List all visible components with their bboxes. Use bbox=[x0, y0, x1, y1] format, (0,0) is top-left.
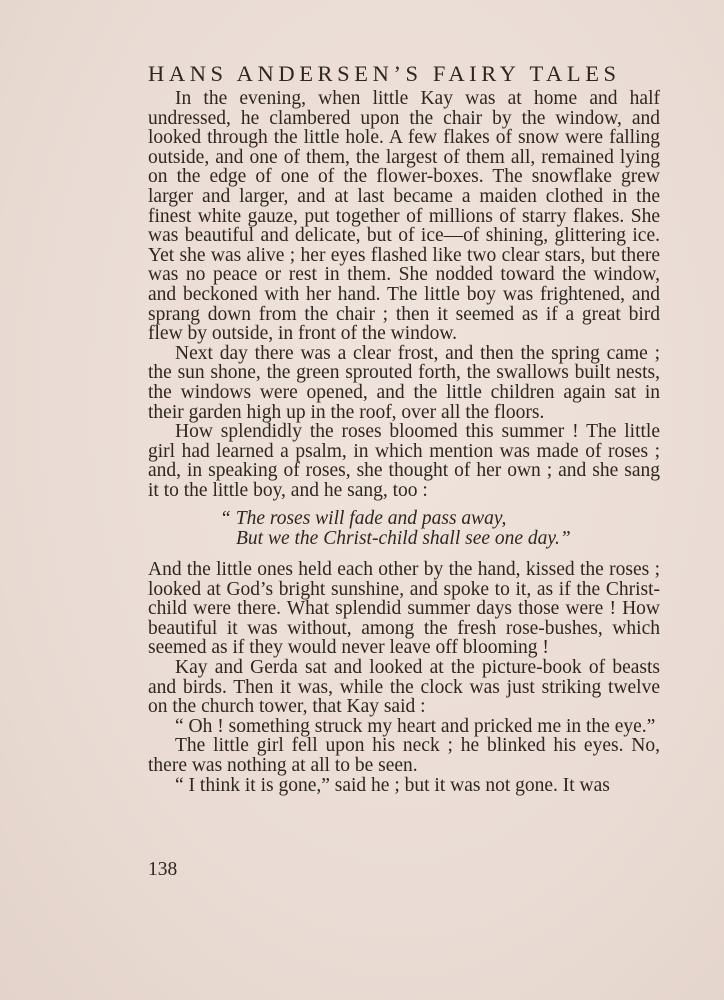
verse-line-1: “ The roses will fade and pass away, bbox=[220, 508, 507, 530]
paragraph-evening: In the evening, when little Kay was at home and half undressed, he clambered upon the chair by the window, and looked through the little hole. A few flakes of snow were falling outside, and one of them, the largest of them all, remained lying on the edge of one of the flower-boxes. The snowflake grew larger and larger, and at last became a maiden clothed in the finest white gauze, put together of millions of starry flakes. She was beautiful and delicate, but of ice—of shining, glittering ice. Yet she was alive ; her eyes flashed like two clear stars, but there was no peace or rest in them. She nodded toward the window, and beckoned with her hand. The little boy was frightened, and sprang down from the chair ; then it seemed as if a great bird flew by outside, in front of the window. bbox=[148, 88, 660, 345]
page-number: 138 bbox=[148, 859, 178, 880]
paragraph-roses-bloomed: How splendidly the roses bloomed this summer ! The little girl had learned a psalm, in which mention was made of roses ; and, in speaking of roses, she thought of her own ; and she sang it to the little boy, and he sang, too : bbox=[148, 421, 660, 501]
paragraph-girl-fell: The little girl fell upon his neck ; he blinked his eyes. No, there was nothing at all to be seen. bbox=[148, 735, 660, 776]
paragraph-gone: “ I think it is gone,” said he ; but it was not gone. It was bbox=[175, 774, 610, 796]
paragraph-oh-something: “ Oh ! something struck my heart and pricked me in the eye.” bbox=[175, 715, 656, 737]
paragraph-next-day: Next day there was a clear frost, and then the spring came ; the sun shone, the green sprouted forth, the swallows built nests, the windows were opened, and the little children again sat in their garden high up in the roof, over all the floors. bbox=[148, 342, 660, 423]
verse-line-2: But we the Christ-child shall see one day.” bbox=[236, 528, 571, 550]
paragraph-little-ones: And the little ones held each other by the hand, kissed the roses ; looked at God’s bright sunshine, and spoke to it, as if the Christ-child were there. What splendid summer days those were ! How beautiful it was without, among the fresh rose-bushes, which seemed as if they would never leave off blooming ! bbox=[148, 559, 660, 659]
body-text bbox=[148, 89, 660, 795]
running-head: HANS ANDERSEN’S FAIRY TALES bbox=[148, 61, 621, 86]
paragraph-kay-and-gerda: Kay and Gerda sat and looked at the picture-book of beasts and birds. Then it was, while the clock was just striking twelve on the church tower, that Kay said : bbox=[148, 657, 660, 718]
verse-quotation bbox=[148, 509, 660, 549]
